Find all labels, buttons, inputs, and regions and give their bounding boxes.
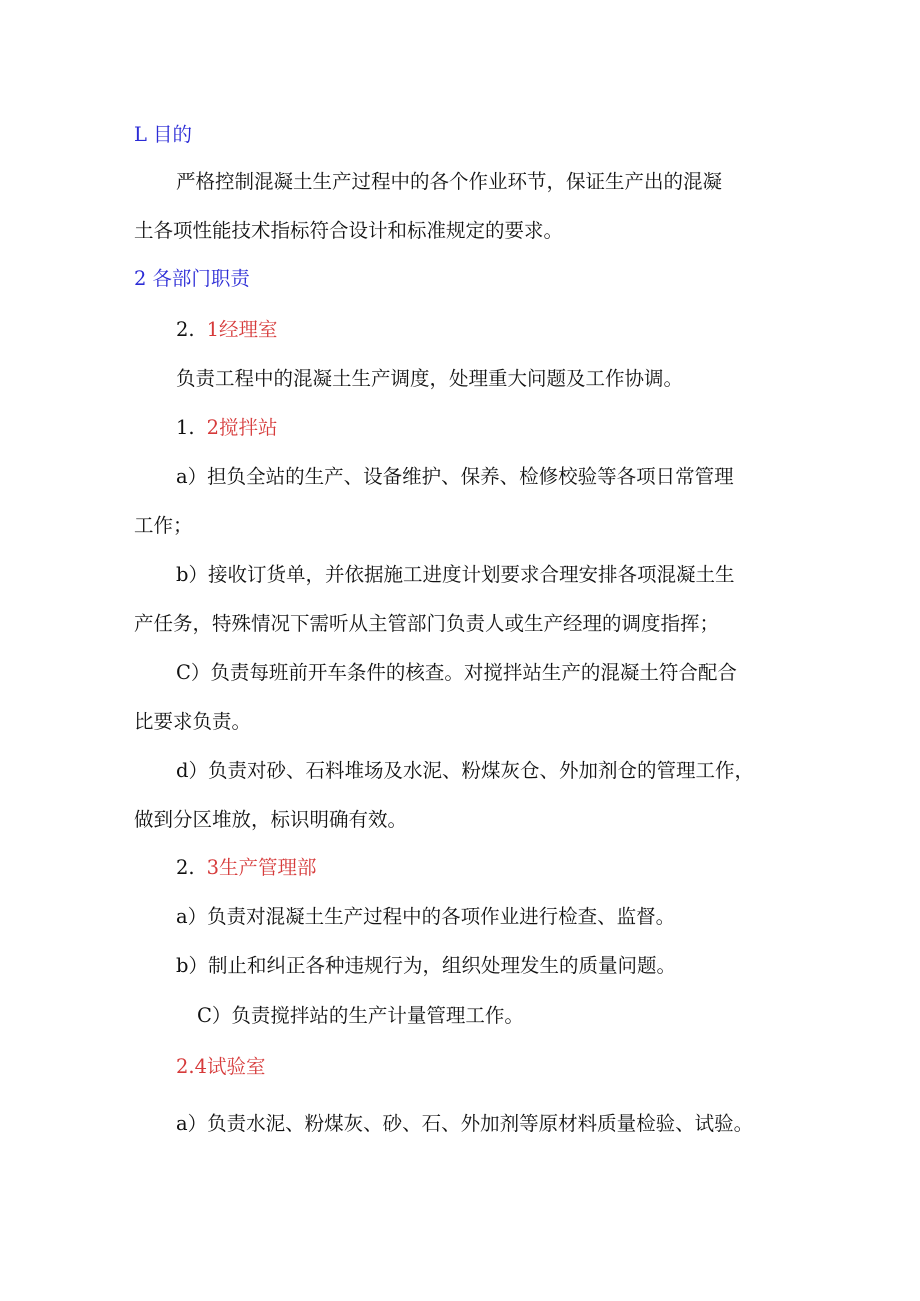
list-item-line: a）担负全站的生产、设备维护、保养、检修校验等各项日常管理 <box>176 465 734 488</box>
section-2-heading <box>134 266 250 292</box>
list-item-line: C）负责搅拌站的生产计量管理工作。 <box>197 1004 524 1027</box>
list-item-line: a）负责对混凝土生产过程中的各项作业进行检查、监督。 <box>176 905 676 928</box>
list-item-line: C）负责每班前开车条件的核查。对搅拌站生产的混凝土符合配合 <box>176 661 737 684</box>
list-item-line: d）负责对砂、石料堆场及水泥、粉煤灰仓、外加剂仓的管理工作， <box>176 759 754 782</box>
subsection-label: 2搅拌站 <box>206 416 278 439</box>
paragraph-line: 严格控制混凝土生产过程中的各个作业环节，保证生产出的混凝 <box>176 170 723 193</box>
list-item-line: a）负责水泥、粉煤灰、砂、石、外加剂等原材料质量检验、试验。 <box>176 1112 754 1135</box>
list-item-line: 工作； <box>134 514 193 537</box>
subsection-2-3-heading <box>176 855 317 881</box>
section-title: 目的 <box>152 123 192 146</box>
list-item-line: b）制止和纠正各种违规行为，组织处理发生的质量问题。 <box>176 954 676 977</box>
subsection-label: 1经理室 <box>206 318 278 341</box>
subsection-number: 2. <box>176 318 195 341</box>
list-item-line: 比要求负责。 <box>134 710 252 733</box>
paragraph-line: 负责工程中的混凝土生产调度，处理重大问题及工作协调。 <box>176 367 684 390</box>
list-item-line: b）接收订货单，并依据施工进度计划要求合理安排各项混凝土生 <box>176 563 735 586</box>
subsection-number: 1. <box>176 416 195 439</box>
subsection-2-4-heading: 2.4试验室 <box>176 1055 266 1078</box>
subsection-1-2-heading <box>176 415 278 441</box>
list-item-line: 产任务，特殊情况下需听从主管部门负责人或生产经理的调度指挥； <box>134 612 720 635</box>
subsection-2-1-heading <box>176 317 278 343</box>
list-item-line: 做到分区堆放，标识明确有效。 <box>134 808 408 831</box>
section-number: L <box>134 123 147 146</box>
subsection-number: 2. <box>176 856 195 879</box>
section-title: 各部门职责 <box>152 267 250 290</box>
paragraph-line: 土各项性能技术指标符合设计和标准规定的要求。 <box>134 219 564 242</box>
section-1-heading <box>134 122 192 148</box>
subsection-label: 3生产管理部 <box>206 856 317 879</box>
section-number: 2 <box>134 267 147 290</box>
